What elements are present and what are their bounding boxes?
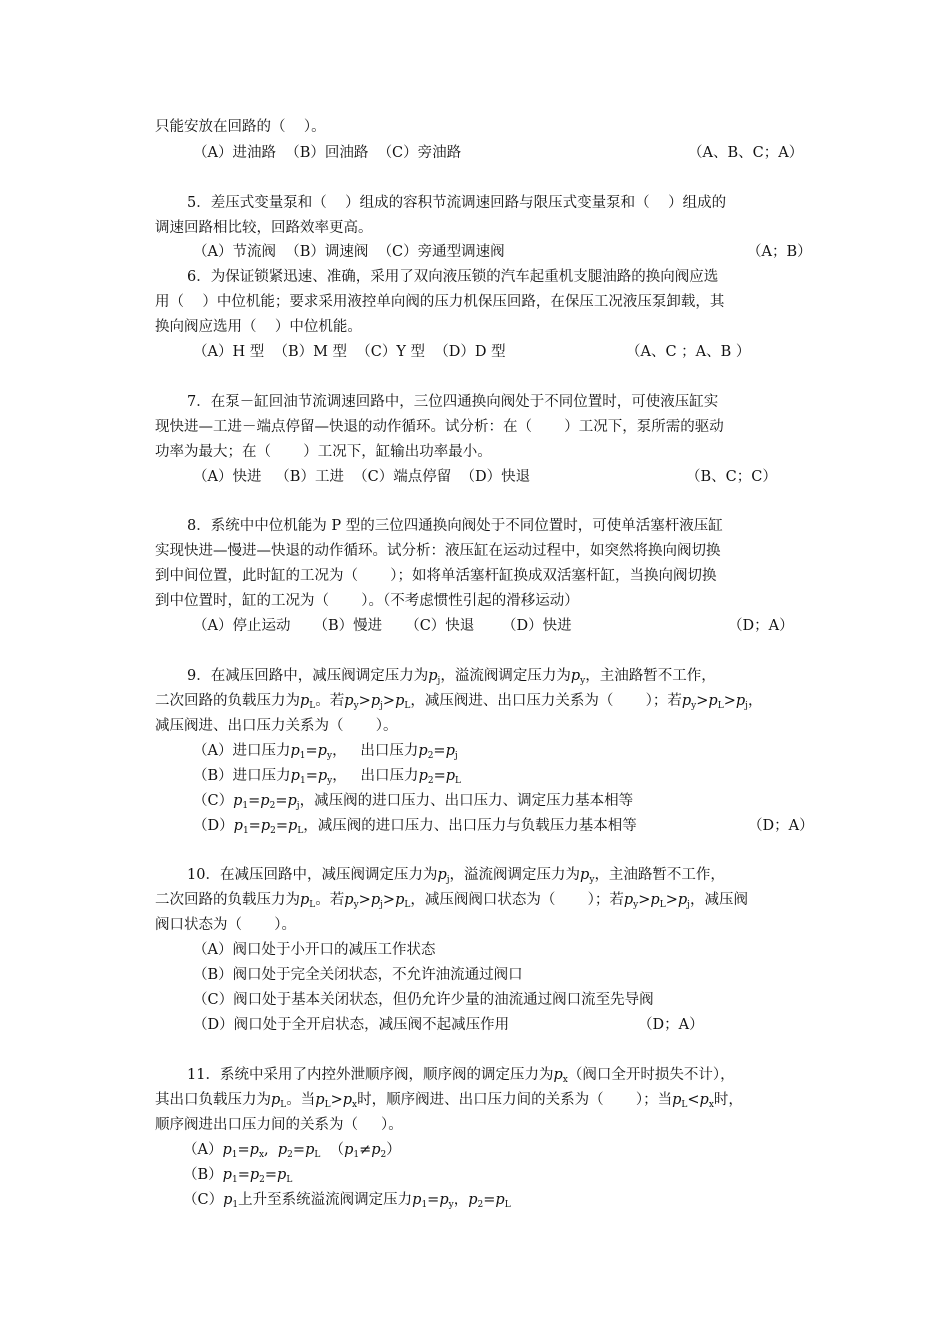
q6-line2: 用（ ）中位机能；要求采用液控单向阀的压力机保压回路，在保压工况液压泵卸载，其: [155, 294, 725, 310]
q11-line2: 其出口负载压力为$p_L$。当$p_L>p_x$时，顺序阀进、出口压力间的关系为（ ）；当$p_L<p_x$时，: [155, 1092, 743, 1110]
q9-line2: 二次回路的负载压力为$p_L$。若$p_y>p_j>p_L$，减压阀进、出口压力关系为（ ）；若$p_y>p_L>p_j$，: [155, 693, 763, 711]
q8-line2: 实现快进—慢进—快退的动作循环。试分析：液压缸在运动过程中，如突然将换向阀切换: [155, 543, 721, 559]
q10-line1: 10．在减压回路中，减压阀调定压力为$p_j$，溢流阀调定压力为$p_y$，主油路暂不工作，: [187, 867, 725, 885]
q4-text: 只能安放在回路的（ ）。: [155, 119, 326, 135]
q8-line3: 到中间位置，此时缸的工况为（ ）；如将单活塞杆缸换成双活塞杆缸，当换向阀切换: [155, 568, 717, 584]
q11-option-b: $(B)p_1=p_2=p_L$: [183, 1167, 293, 1185]
q8-options: （A）停止运动 （B）慢进 （C）快退 （D）快进: [193, 618, 572, 634]
q11-option-c: $(C)p_1$上升至系统溢流阀调定压力$p_1=p_y$，$p_2=p_L$: [183, 1192, 511, 1210]
q4-answer: （A、B、C；A）: [688, 145, 804, 161]
q11-line3: 顺序阀进出口压力间的关系为（ ）。: [155, 1117, 403, 1133]
q6-answer: （A、C ；A、B ）: [626, 344, 751, 360]
q7-answer: （B、C；C）: [686, 469, 777, 485]
q10-option-a: （A）阀口处于小开口的减压工作状态: [193, 942, 436, 958]
q7-line3: 功率为最大；在（ ）工况下，缸输出功率最小。: [155, 444, 492, 460]
q5-line1: 5．差压式变量泵和（ ）组成的容积节流调速回路与限压式变量泵和（ ）组成的: [187, 195, 727, 211]
q8-line4: 到中位置时，缸的工况为（ ）。（不考虑惯性引起的滑移运动）: [155, 593, 579, 609]
q10-option-c: （C）阀口处于基本关闭状态，但仍允许少量的油流通过阀口流至先导阀: [193, 992, 654, 1008]
q9-line3: 减压阀进、出口压力关系为（ ）。: [155, 718, 398, 734]
q7-line1: 7．在泵－缸回油节流调速回路中，三位四通换向阀处于不同位置时，可使液压缸实: [187, 394, 719, 410]
q10-option-d: （D）阀口处于全开启状态，减压阀不起减压作用: [193, 1017, 510, 1033]
q9-option-d: $(D)p_1=p_2=p_L$，减压阀的进口压力、出口压力与负载压力基本相等: [193, 818, 637, 836]
q9-option-c: $(C)p_1=p_2=p_j$，减压阀的进口压力、出口压力、调定压力基本相等: [193, 793, 634, 811]
q8-line1: 8．系统中中位机能为 P 型的三位四通换向阀处于不同位置时，可使单活塞杆液压缸: [187, 518, 723, 534]
q10-line2: 二次回路的负载压力为$p_L$。若$p_y>p_j>p_L$，减压阀阀口状态为（ ）；若$p_y>p_L>p_j$，减压阀: [155, 892, 748, 910]
q9-option-a: （A）进口压力$p_1=p_y$， 出口压力$p_2=p_j$: [193, 743, 458, 761]
q7-options: （A）快进 （B）工进 （C）端点停留 （D）快退: [193, 469, 531, 485]
q6-options: （A）H 型 （B）M 型 （C）Y 型 （D）D 型: [193, 344, 506, 360]
q5-options: （A）节流阀 （B）调速阀 （C）旁通型调速阀: [193, 244, 505, 260]
q9-answer: （D；A）: [748, 818, 814, 834]
q11-line1: 11．系统中采用了内控外泄顺序阀，顺序阀的调定压力为$p_x$（阀口全开时损失不计），: [187, 1067, 735, 1085]
q6-line3: 换向阀应选用（ ）中位机能。: [155, 319, 362, 335]
q7-line2: 现快进—工进－端点停留—快退的动作循环。试分析：在（ ）工况下，泵所需的驱动: [155, 419, 724, 435]
q5-line2: 调速回路相比较，回路效率更高。: [155, 220, 373, 236]
q8-answer: （D；A）: [728, 618, 794, 634]
q10-line3: 阀口状态为（ ）。: [155, 917, 297, 933]
q10-answer: （D；A）: [638, 1017, 704, 1033]
q5-answer: （A；B）: [747, 244, 812, 260]
q9-option-b: （B）进口压力$p_1=p_y$， 出口压力$p_2=p_L$: [193, 768, 462, 786]
q6-line1: 6．为保证锁紧迅速、准确，采用了双向液压锁的汽车起重机支腿油路的换向阀应选: [187, 269, 719, 285]
q4-options: （A）进油路 （B）回油路 （C）旁油路: [193, 145, 462, 161]
q10-option-b: （B）阀口处于完全关闭状态，不允许油流通过阀口: [193, 967, 523, 983]
q11-option-a: $(A)p_1=p_x$, $p_2=p_L$ $(p_1\ne p_2)$: [183, 1142, 401, 1160]
q9-line1: 9．在减压回路中，减压阀调定压力为$p_j$，溢流阀调定压力为$p_y$，主油路暂不工作，: [187, 668, 716, 686]
